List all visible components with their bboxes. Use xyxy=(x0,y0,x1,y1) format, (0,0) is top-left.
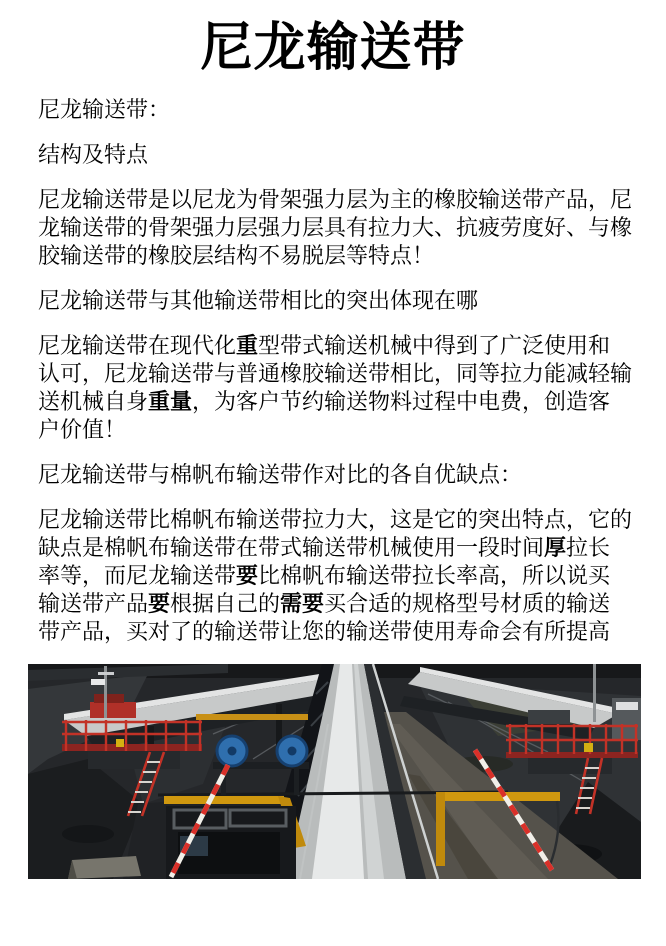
text-segment: 买合适的规格型号材质的输送带产品，买对了的输送带让您的输送带使用寿命会有所提高 xyxy=(38,592,611,645)
article-body xyxy=(38,97,632,647)
text-segment: 尼龙输送带： xyxy=(38,98,171,123)
paragraph-3 xyxy=(38,187,632,271)
paragraph-7 xyxy=(38,507,632,647)
paragraph-5 xyxy=(38,333,632,445)
conveyor-photo-graphic xyxy=(28,664,641,879)
keyword-bold: 重 xyxy=(236,334,259,359)
text-segment: 结构及特点 xyxy=(38,143,149,168)
feeder-machine xyxy=(166,806,296,879)
text-segment: 型带式输送机械中得到了广泛使用和认可，尼龙输送带与普通橡胶输送带相比，同等拉力能减轻输送机械自身 xyxy=(38,334,633,415)
text-segment: 拉长率等，而尼龙输送带 xyxy=(38,536,611,589)
paragraph-4 xyxy=(38,288,632,316)
keyword-bold: 要 xyxy=(236,564,259,589)
text-segment: 比棉帆布输送带拉长率高，所以说买输送带产品 xyxy=(38,564,611,617)
paragraph-6 xyxy=(38,462,632,490)
text-segment: 尼龙输送带与其他输送带相比的突出体现在哪 xyxy=(38,289,479,314)
text-segment: 尼龙输送带与棉帆布输送带作对比的各自优缺点： xyxy=(38,463,523,488)
paragraph-2 xyxy=(38,142,632,170)
text-segment: ，为客户节约输送物料过程中电费，创造客户价值！ xyxy=(38,390,611,443)
text-segment: 尼龙输送带在现代化 xyxy=(38,334,237,359)
page xyxy=(0,16,666,946)
keyword-bold: 重量 xyxy=(148,390,193,415)
keyword-bold: 需要 xyxy=(280,592,325,617)
keyword-bold: 厚 xyxy=(544,536,567,561)
page-title: 尼龙输送带 xyxy=(200,18,466,78)
paragraph-1 xyxy=(38,97,632,125)
text-segment: 根据自己的 xyxy=(170,592,281,617)
text-segment: 尼龙输送带是以尼龙为骨架强力层为主的橡胶输送带产品，尼龙输送带的骨架强力层强力层具有拉力大、抗疲劳度好、与橡胶输送带的橡胶层结构不易脱层等特点！ xyxy=(38,188,633,269)
text-segment: 尼龙输送带比棉帆布输送带拉力大，这是它的突出特点，它的缺点是棉帆布输送带在带式输送带机械使用一段时间 xyxy=(38,508,633,561)
conveyor-photo xyxy=(28,664,641,879)
keyword-bold: 要 xyxy=(148,592,171,617)
